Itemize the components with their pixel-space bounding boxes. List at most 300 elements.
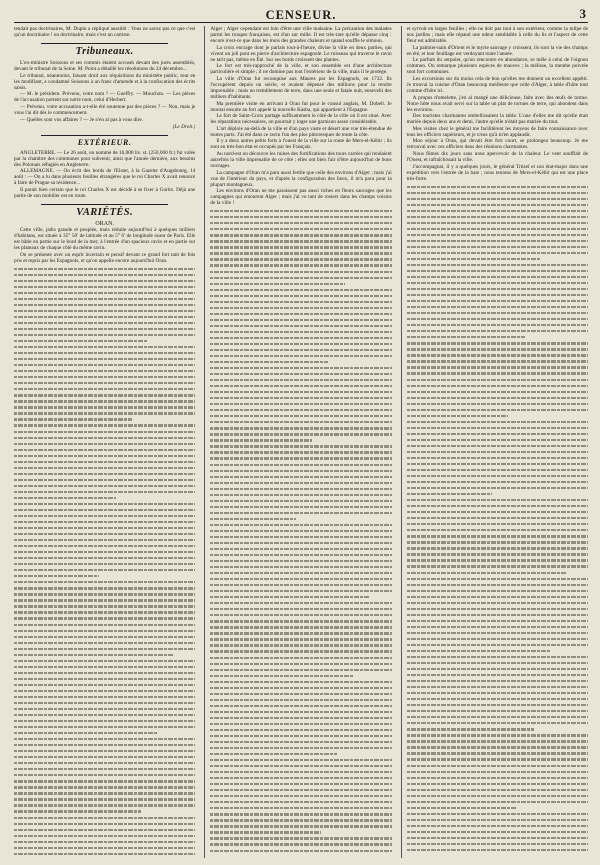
text-line xyxy=(407,427,588,429)
text-line xyxy=(210,470,391,472)
text-line xyxy=(14,497,116,499)
subsection-title: ORAN. xyxy=(95,220,114,227)
text-continuation xyxy=(14,268,195,855)
text-line xyxy=(210,331,391,333)
text-line xyxy=(210,663,391,665)
text-line xyxy=(407,535,588,537)
text-line xyxy=(407,572,567,574)
text-line xyxy=(14,437,195,439)
text-line xyxy=(14,322,195,324)
text-line xyxy=(210,476,391,478)
paragraph: — Prévenu, votre accusation a-t-elle été soutenue par des pièces ? — Non, mais je vous l'ai dit dès le commencement. xyxy=(14,103,196,116)
text-line xyxy=(14,388,195,390)
text-line xyxy=(14,418,132,420)
paragraph: Les excursions sur du moins cela de bon qu'elles me donnent un excellent appétit. Je trouvai la cuisine d'Oran beaucoup meilleure que celle d'Alger, à table d'hôte tout comme d'hôte ici. xyxy=(406,75,588,94)
section-heading-exterieur xyxy=(14,135,195,148)
text-line xyxy=(210,524,391,526)
text-line xyxy=(14,624,195,626)
text-line xyxy=(210,644,391,646)
text-line xyxy=(14,678,195,680)
text-line xyxy=(407,734,588,736)
text-line xyxy=(210,789,391,791)
paragraph: Il parait bien certain que le roi Charles X est décidé à se fixer à Goritz. Déjà une partie de son mobilier est en route. xyxy=(14,186,196,199)
paragraph: — M. le président. Prévenu, votre nom ? — Gueffry. — Mouchon. — Les pièces de l'accusation portent sur notre nom, celui d'Herbert. xyxy=(14,91,196,104)
text-line xyxy=(210,850,391,852)
text-line xyxy=(210,783,391,785)
text-line xyxy=(14,708,195,710)
section-heading-tribuneaux xyxy=(14,43,195,58)
text-line xyxy=(407,288,588,290)
heading-rule xyxy=(41,135,168,136)
text-line xyxy=(407,360,588,362)
paragraph: On se présente avec un esprit incertain et pensif devant ce grand fort tant de fois pris et repris par les Espagnols, et qu'on appelle encore aujourd'hui Oran. xyxy=(14,251,196,264)
text-line xyxy=(14,364,195,366)
text-line xyxy=(210,813,391,815)
text-line xyxy=(210,337,391,339)
text-line xyxy=(407,228,588,230)
text-line xyxy=(210,283,344,285)
text-line xyxy=(407,348,588,350)
article-columns xyxy=(14,26,588,858)
text-line xyxy=(14,521,195,523)
text-line xyxy=(14,394,195,396)
text-line xyxy=(14,461,195,463)
text-line xyxy=(210,361,328,363)
text-line xyxy=(407,505,588,507)
text-line xyxy=(407,294,588,296)
column-1 xyxy=(14,26,195,858)
text-line xyxy=(14,654,174,656)
text-line xyxy=(407,547,588,549)
paragraph: Alger ; Alger cependant est loin d'être une ville malsaine. La précaution des malades parmi les troupes françaises, est d'un sur mille. Il est très-rare qu'elle dépasse cinq : encore n'est-ce que dans les mois des grandes chaleurs et quand souffle le simoun. xyxy=(210,26,392,45)
text-line xyxy=(407,596,588,598)
text-line xyxy=(407,282,588,284)
text-line xyxy=(407,692,588,694)
page-number: 3 xyxy=(579,6,586,21)
text-line xyxy=(210,795,391,797)
text-line xyxy=(14,515,195,517)
text-line xyxy=(14,485,195,487)
text-line xyxy=(210,343,391,345)
text-line xyxy=(14,774,195,776)
text-line xyxy=(14,551,195,553)
text-line xyxy=(14,406,195,408)
text-line xyxy=(407,584,588,586)
text-line xyxy=(14,328,195,330)
text-line xyxy=(14,340,148,342)
text-line xyxy=(407,541,588,543)
text-line xyxy=(14,605,195,607)
text-line xyxy=(407,602,588,604)
text-line xyxy=(210,711,391,713)
text-line xyxy=(14,557,195,559)
text-line xyxy=(407,578,588,580)
paragraph: A propos d'omelette, j'en ai mangé une délicieuse, faite avec des œufs de tortue. Notre hôte nous avait servi sur la table un plat de tortues de terre, qui abondent dans les environs. xyxy=(406,94,588,113)
text-line xyxy=(407,523,588,525)
text-line xyxy=(210,801,391,803)
text-line xyxy=(407,222,588,224)
text-line xyxy=(407,656,588,658)
paragraph: ANGLETERRE. — Le 26 août, un nommé de 10,000 liv. st. (250,000 fr.) fut volée par la chambre des communes pour subvenir, ainsi que l'année dernière, aux besoins des Polonais réfugiés en Angleterre. xyxy=(14,149,196,168)
text-line xyxy=(14,400,195,402)
text-line xyxy=(210,252,391,254)
heading-rule xyxy=(41,204,168,205)
text-line xyxy=(210,246,391,248)
text-line xyxy=(210,681,391,683)
intro-paragraph: tendait pas doctrinaires, M. Dupin a répliqué aussitôt : Vous ne savez pas ce que c'est qu'un doctrinaire ! un doctrinaire, mais c'est un cartiste. xyxy=(14,26,196,39)
text-line xyxy=(14,726,195,728)
text-line xyxy=(407,511,588,513)
text-line xyxy=(14,690,195,692)
text-line xyxy=(407,740,588,742)
text-line xyxy=(14,286,195,288)
text-line xyxy=(210,584,391,586)
text-line xyxy=(407,487,588,489)
text-line xyxy=(210,264,391,266)
text-line xyxy=(14,684,195,686)
text-line xyxy=(14,853,195,855)
text-line xyxy=(210,741,391,743)
text-line xyxy=(407,517,588,519)
text-line xyxy=(14,768,195,770)
text-line xyxy=(210,349,391,351)
text-line xyxy=(14,575,99,577)
text-line xyxy=(14,841,195,843)
paragraph: La croix encrage dont je parlais tout-à-l'heure, divise la ville en deux parties, qui vivent un joli pont en pierre d'architecture espagnole. Le ruisseau qui traverse le ravin ne tarit pas, même en Été. Sur ses bords croissent des plantes. xyxy=(210,44,392,63)
text-line xyxy=(210,451,391,453)
text-line xyxy=(210,222,391,224)
text-line xyxy=(14,569,195,571)
text-line xyxy=(407,469,588,471)
paragraph: Le tribunal, néanmoins, faisant droit aux réquisitions du ministère public, tout en les modifiant, a condamné Soissons à un franc d'amende et à la confiscation des écrits saisis. xyxy=(14,72,196,91)
text-line xyxy=(14,376,195,378)
text-line xyxy=(407,668,588,670)
text-line xyxy=(210,313,391,315)
text-line xyxy=(210,530,391,532)
text-line xyxy=(407,614,588,616)
text-line xyxy=(210,675,353,677)
text-line xyxy=(407,746,588,748)
text-line xyxy=(210,590,391,592)
text-line xyxy=(210,295,391,297)
text-line xyxy=(210,210,391,212)
text-line xyxy=(210,657,391,659)
text-line xyxy=(407,198,588,200)
column-3 xyxy=(401,26,588,858)
text-line xyxy=(210,421,391,423)
text-line xyxy=(14,696,195,698)
text-line xyxy=(210,439,312,441)
text-line xyxy=(407,632,588,634)
text-line xyxy=(14,455,195,457)
text-line xyxy=(14,539,195,541)
text-line xyxy=(407,529,588,531)
paragraph: Des touristes charmantes embellissaient la table. L'une d'elles me dit qu'elle était mariée depuis deux ans et demi, l'autre qu'elle n'était pas mariée du tout. xyxy=(406,113,588,126)
text-line xyxy=(14,762,195,764)
text-line xyxy=(14,563,195,565)
paragraph: ALLEMAGNE. — On écrit des bords de l'Elster, à la Gazette d'Augsbourg, 14 août : — On a lu dans plusieurs feuilles étrangères que le roi Charles X avait renoncé à faire de Prague sa résidence... xyxy=(14,168,196,187)
text-line xyxy=(14,636,195,638)
text-line xyxy=(14,334,195,336)
text-line xyxy=(210,488,391,490)
text-line xyxy=(407,644,588,646)
text-line xyxy=(14,611,195,613)
text-line xyxy=(210,433,391,435)
text-line xyxy=(14,714,195,716)
text-line xyxy=(407,234,588,236)
text-line xyxy=(14,370,195,372)
text-continuation xyxy=(407,186,588,852)
text-line xyxy=(407,849,588,851)
text-line xyxy=(407,300,588,302)
text-line xyxy=(407,807,518,809)
text-line xyxy=(14,268,195,270)
text-line xyxy=(407,186,588,188)
text-line xyxy=(14,750,195,752)
text-line xyxy=(407,722,588,724)
text-line xyxy=(407,710,588,712)
text-line xyxy=(14,780,195,782)
text-line xyxy=(14,581,195,583)
text-line xyxy=(210,717,391,719)
text-line xyxy=(407,499,588,501)
text-line xyxy=(14,672,195,674)
text-line xyxy=(210,409,391,411)
text-line xyxy=(210,831,321,833)
text-line xyxy=(14,786,195,788)
text-line xyxy=(407,216,588,218)
text-line xyxy=(407,638,588,640)
text-line xyxy=(14,473,195,475)
text-line xyxy=(14,491,195,493)
text-line xyxy=(210,771,391,773)
text-line xyxy=(210,367,391,369)
text-line xyxy=(210,216,391,218)
newspaper-title: CENSEUR. xyxy=(265,8,337,22)
section-title: EXTÉRIEUR. xyxy=(77,137,132,147)
text-line xyxy=(210,596,370,598)
text-line xyxy=(407,626,588,628)
text-line xyxy=(407,680,588,682)
text-line xyxy=(14,412,195,414)
text-line xyxy=(407,704,588,706)
text-line xyxy=(14,503,195,505)
text-line xyxy=(407,590,588,592)
text-line xyxy=(14,280,195,282)
text-line xyxy=(407,777,588,779)
text-line xyxy=(14,292,195,294)
text-line xyxy=(14,804,195,806)
text-line xyxy=(210,355,391,357)
text-line xyxy=(14,823,195,825)
text-line xyxy=(210,427,391,429)
text-line xyxy=(407,330,588,332)
text-line xyxy=(210,289,391,291)
text-line xyxy=(14,847,195,849)
text-line xyxy=(210,837,391,839)
paragraph: Ma première visite en arrivant à Oran fut pour le consul anglais, M. Dobell. Je montai ensuite au fort appelé la nouvelle Kasba, qui appartient à l'Espagne. xyxy=(210,100,392,113)
text-line xyxy=(407,765,588,767)
text-line xyxy=(407,481,588,483)
text-line xyxy=(407,270,588,272)
text-line xyxy=(210,258,391,260)
text-line xyxy=(210,723,391,725)
text-line xyxy=(14,642,195,644)
text-line xyxy=(210,843,391,845)
text-line xyxy=(407,728,534,730)
text-line xyxy=(210,319,391,321)
text-line xyxy=(407,312,588,314)
text-line xyxy=(210,445,391,447)
text-line xyxy=(14,744,195,746)
text-line xyxy=(210,536,391,538)
paragraph: Cette ville, jadis grande et peuplée, mais réduite aujourd'hui à quelques milliers d'habitans, est située à 35° 50' de latitude et au 5° 6' de longitude ouest de Paris. Elle est bâtie en partie sur le bord de la mer, à l'entrée d'un spacieux ravin et en partie sur les plateaux de chaque côté du même ravin. xyxy=(14,227,196,252)
text-line xyxy=(14,599,195,601)
text-line xyxy=(407,565,588,567)
paragraph: L'ex-ministre Soissons et ses commis étaient accusés devant des jurés assemblés, devant le tribunal de la Seine. M. Point a détaillé les résolutions du 24 décembre... xyxy=(14,60,196,73)
paragraph: La ville d'Oran fut reconquise aux Maures par les Espagnols, en 1732. Ils l'occupèrent depuis un siècle, et avaient dépensé des millions pour la rendre imprenable ; mais un tremblement de terre, dans une seule et fatale nuit, ensevelit des milliers d'habitants. xyxy=(210,75,392,101)
text-line xyxy=(407,475,588,477)
text-line xyxy=(407,752,588,754)
text-line xyxy=(210,729,391,731)
text-line xyxy=(407,843,588,845)
text-line xyxy=(210,482,391,484)
text-line xyxy=(407,246,588,248)
section-title: VARIÉTÉS. xyxy=(76,206,134,218)
paragraph: Il y a deux autres petits forts à l'ouest de la ville sur la route de Mers-el-Kébir ; ils sont en très-bon état et occupés par les Français. xyxy=(210,138,392,151)
text-line xyxy=(210,626,391,628)
text-line xyxy=(210,747,391,749)
paragraph: et syrvoit en larges feuilles ; elle ne doit pas tout à son extérieur, comme la tulipe de nos jardins ; mais elle répand une odeur semblable à celle du lis et l'aspect de cette fleur est admirable. xyxy=(406,26,588,45)
text-line xyxy=(210,638,391,640)
text-line xyxy=(14,533,195,535)
text-line xyxy=(210,554,391,556)
text-line xyxy=(407,698,588,700)
text-line xyxy=(407,801,588,803)
paragraph: — Quelles sont vos affaires ? — Je n'en ai pas à vous dire. xyxy=(20,116,144,123)
text-line xyxy=(14,467,195,469)
text-line xyxy=(407,813,588,815)
text-line xyxy=(14,298,195,300)
text-line xyxy=(210,385,391,387)
text-line xyxy=(407,837,588,839)
text-line xyxy=(407,433,588,435)
text-line xyxy=(407,493,492,495)
text-line xyxy=(14,660,195,662)
text-line xyxy=(407,686,588,688)
text-line xyxy=(210,632,391,634)
text-line xyxy=(407,415,509,417)
text-line xyxy=(14,545,195,547)
text-line xyxy=(407,192,588,194)
text-line xyxy=(210,777,391,779)
text-line xyxy=(14,817,195,819)
text-line xyxy=(14,479,195,481)
text-line xyxy=(210,578,391,580)
text-line xyxy=(14,792,195,794)
text-line xyxy=(407,366,588,368)
text-line xyxy=(210,397,391,399)
text-line xyxy=(210,518,295,520)
text-line xyxy=(14,316,195,318)
text-line xyxy=(14,648,195,650)
paragraph: Mes visites chez le général me facilitèrent les moyens de faire connaissance avec tous les officiers supérieurs, et je n'eus qu'à m'en applaudir. xyxy=(406,125,588,138)
text-line xyxy=(210,807,391,809)
text-line xyxy=(210,650,391,652)
text-line xyxy=(14,587,195,589)
text-line xyxy=(407,342,588,344)
text-line xyxy=(210,572,391,574)
text-line xyxy=(210,560,391,562)
masthead xyxy=(14,6,588,23)
heading-rule xyxy=(41,43,168,44)
text-line xyxy=(14,382,195,384)
text-line xyxy=(407,385,588,387)
text-line xyxy=(210,506,391,508)
text-line xyxy=(14,829,195,831)
text-line xyxy=(14,431,195,433)
text-line xyxy=(407,608,588,610)
text-line xyxy=(407,258,541,260)
paragraph: Au nord-est on découvre les ruines des fortifications des tours carrées qui rendaient autrefois la ville imprenable de ce côté ; elles ont bien l'air d'être aujourd'hui de bons ouvrages. xyxy=(210,150,392,170)
text-line xyxy=(407,463,588,465)
text-line xyxy=(407,451,588,453)
text-line xyxy=(14,527,195,529)
text-line xyxy=(14,424,195,426)
text-line xyxy=(210,240,391,242)
text-line xyxy=(210,464,391,466)
text-line xyxy=(14,738,195,740)
text-line xyxy=(210,735,391,737)
text-line xyxy=(210,542,391,544)
text-line xyxy=(14,732,157,734)
text-line xyxy=(14,617,195,619)
text-line xyxy=(407,252,588,254)
text-line xyxy=(407,372,588,374)
text-line xyxy=(210,699,391,701)
text-line xyxy=(14,720,195,722)
text-line xyxy=(210,548,391,550)
text-line xyxy=(14,666,195,668)
text-line xyxy=(210,277,391,279)
text-line xyxy=(407,783,588,785)
text-line xyxy=(407,240,588,242)
text-line xyxy=(407,819,588,821)
column-2 xyxy=(204,26,391,858)
text-line xyxy=(210,494,391,496)
text-line xyxy=(210,566,391,568)
text-line xyxy=(407,210,588,212)
paragraph: Mon séjour à Oran, qui devait être fort court, se prolongea beaucoup. Je me retrouvai avec ces officiers dans des réunions charmantes. xyxy=(406,138,588,151)
text-line xyxy=(407,379,588,381)
text-line xyxy=(210,234,391,236)
text-line xyxy=(14,756,195,758)
text-line xyxy=(14,593,195,595)
text-line xyxy=(210,825,391,827)
text-line xyxy=(210,325,391,327)
text-line xyxy=(14,835,195,837)
text-line xyxy=(210,415,391,417)
text-line xyxy=(407,336,525,338)
text-line xyxy=(14,358,195,360)
text-line xyxy=(407,391,588,393)
text-line xyxy=(210,620,391,622)
text-line xyxy=(14,810,141,812)
text-line xyxy=(14,352,195,354)
text-line xyxy=(14,798,195,800)
text-line xyxy=(407,421,588,423)
text-line xyxy=(407,204,588,206)
